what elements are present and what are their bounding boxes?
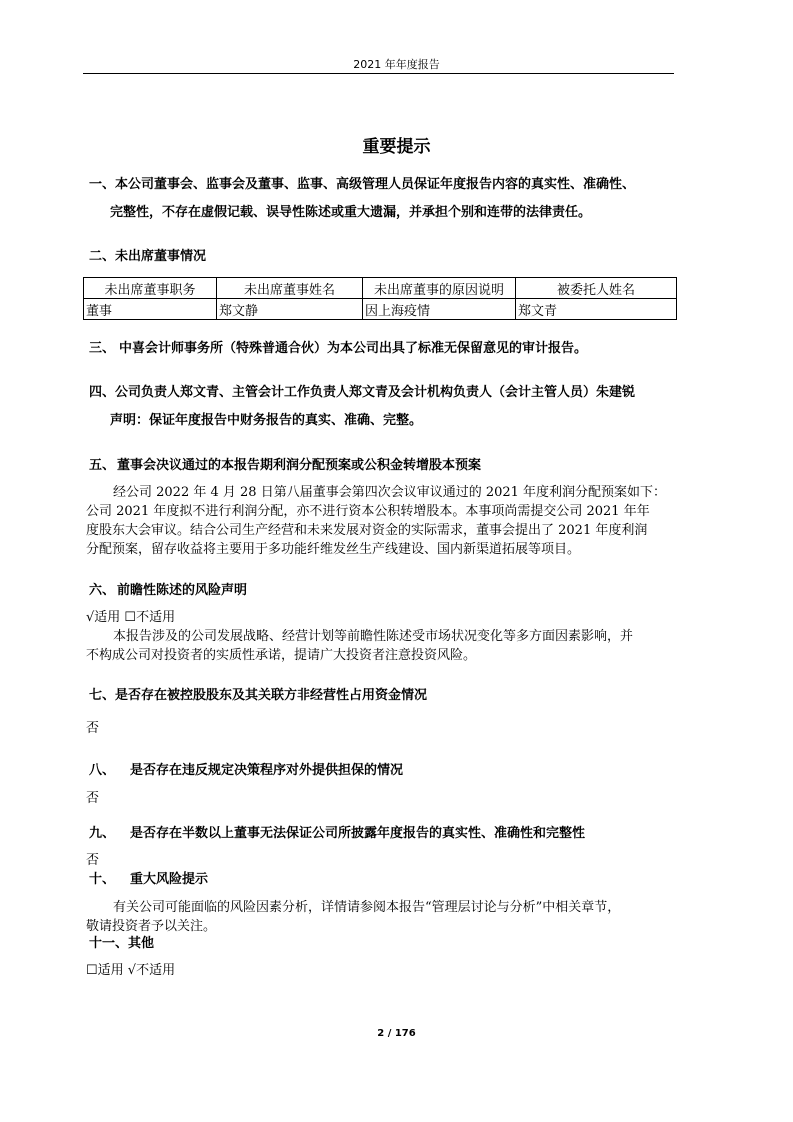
section-8-heading: 是否存在违反规定决策程序对外提供担保的情况 [130, 763, 404, 778]
page-number: 2 / 176 [377, 1028, 416, 1039]
section-11-heading: 十一、其他 [89, 936, 155, 951]
section-6-paragraph-line: 不构成公司对投资者的实质性承诺，提请广大投资者注意投资风险。 [86, 648, 477, 663]
table-cell: 因上海疫情 [363, 299, 516, 320]
section-3-text: 中喜会计师事务所（特殊普通合伙）为本公司出具了标准无保留意见的审计报告。 [119, 341, 588, 356]
section-6-number: 六、 [89, 583, 116, 598]
section-9-answer: 否 [86, 853, 100, 868]
section-5-paragraph-line: 公司 2021 年度拟不进行利润分配，亦不进行资本公积转增股本。本事项尚需提交公司 2021 年年 [86, 504, 650, 519]
section-9-number: 九、 [89, 826, 116, 841]
table-header-cell: 未出席董事的原因说明 [363, 278, 516, 299]
section-7-answer: 否 [86, 721, 100, 736]
section-3-number: 三、 [89, 341, 116, 356]
table-cell: 董事 [84, 299, 217, 320]
section-9-heading: 是否存在半数以上董事无法保证公司所披露年度报告的真实性、准确性和完整性 [130, 826, 586, 841]
section-1-line-1: 一、本公司董事会、监事会及董事、监事、高级管理人员保证年度报告内容的真实性、准确性、 [89, 177, 636, 192]
section-6-paragraph-line: 本报告涉及的公司发展战略、经营计划等前瞻性陈述受市场状况变化等多方面因素影响，并 [113, 629, 634, 644]
table-cell: 郑文青 [516, 299, 677, 320]
section-10-paragraph-line: 敬请投资者予以关注。 [86, 919, 217, 934]
section-5-number: 五、 [89, 458, 116, 473]
table-cell: 郑文静 [217, 299, 363, 320]
section-10-paragraph-line: 有关公司可能面临的风险因素分析，详情请参阅本报告“管理层讨论与分析”中相关章节， [113, 900, 621, 915]
section-5-paragraph-line: 经公司 2022 年 4 月 28 日第八届董事会第四次会议审议通过的 2021 年度利润分配预案如下： [113, 485, 667, 500]
section-5-paragraph-line: 分配预案，留存收益将主要用于多功能纤维发丝生产线建设、国内新渠道拓展等项目。 [86, 542, 581, 557]
section-6-heading: 前瞻性陈述的风险声明 [117, 583, 248, 598]
table-header-cell: 未出席董事职务 [84, 278, 217, 299]
table-header-row [84, 278, 677, 299]
section-2-heading: 二、未出席董事情况 [89, 249, 207, 264]
table-header-cell: 被委托人姓名 [516, 278, 677, 299]
section-10-heading: 重大风险提示 [130, 872, 209, 887]
section-7-heading: 七、是否存在被控股股东及其关联方非经营性占用资金情况 [89, 688, 428, 703]
header-divider [83, 73, 674, 74]
table-header-cell: 未出席董事姓名 [217, 278, 363, 299]
page-title: 重要提示 [362, 137, 431, 157]
section-8-number: 八、 [89, 763, 116, 778]
section-5-paragraph-line: 度股东大会审议。结合公司生产经营和未来发展对资金的实际需求，董事会提出了 2021 年度利润 [86, 523, 648, 538]
page-header-title: 2021 年年度报告 [353, 58, 440, 71]
section-5-heading: 董事会决议通过的本报告期利润分配预案或公积金转增股本预案 [117, 458, 482, 473]
section-11-applicability-option: ☐适用 √不适用 [86, 963, 176, 978]
absent-directors-table [83, 277, 677, 320]
section-4-line-2: 声明：保证年度报告中财务报告的真实、准确、完整。 [110, 413, 423, 428]
section-8-answer: 否 [86, 791, 100, 806]
section-10-number: 十、 [89, 872, 116, 887]
section-6-applicability-option: √适用 ☐不适用 [86, 610, 176, 625]
table-row [84, 299, 677, 320]
section-4-line-1: 四、公司负责人郑文青、主管会计工作负责人郑文青及会计机构负责人（会计主管人员）朱建锐 [89, 385, 636, 400]
section-1-line-2: 完整性，不存在虚假记载、误导性陈述或重大遗漏，并承担个别和连带的法律责任。 [110, 205, 592, 220]
